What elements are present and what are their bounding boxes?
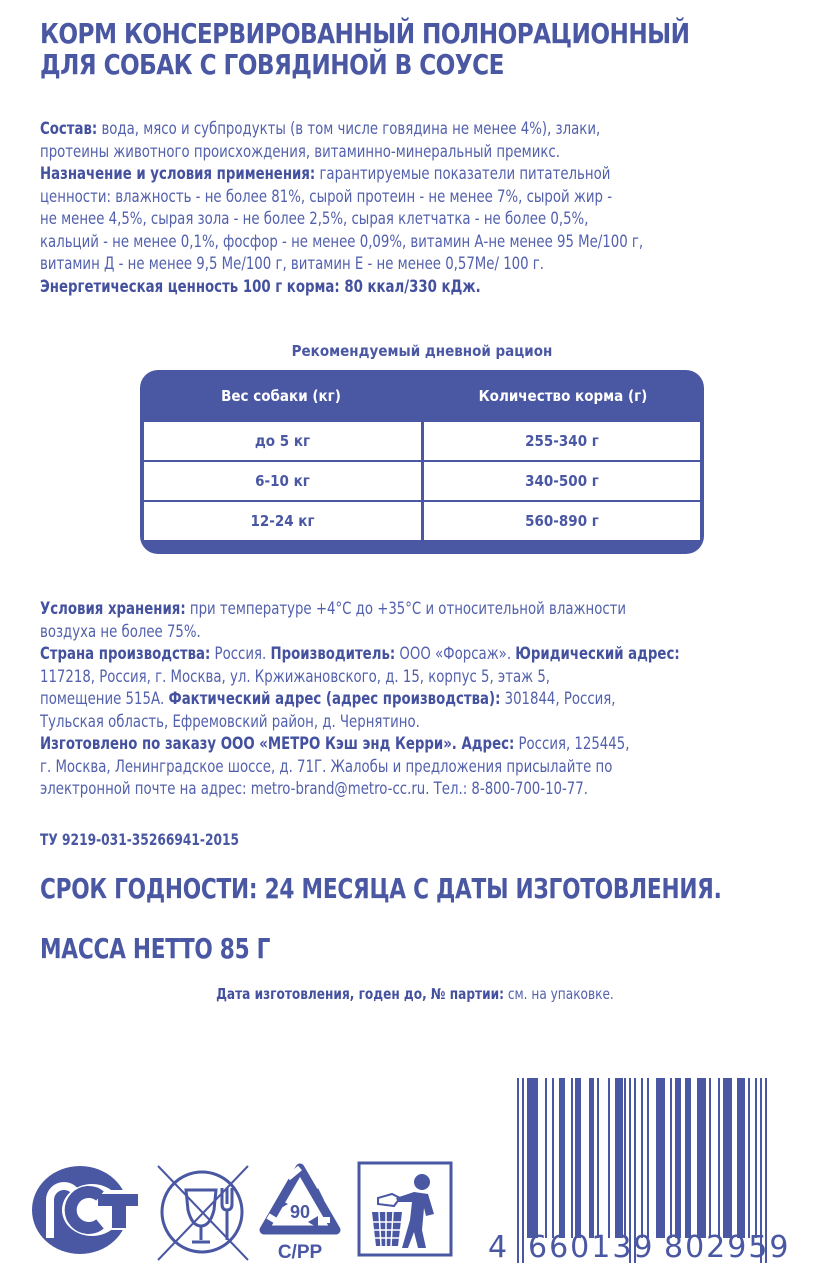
purpose-line: ценности: влажность - не более 81%, сырой протеин - не менее 7%, сырой жир -: [40, 186, 612, 207]
barcode-left-group: 660139: [528, 1230, 655, 1265]
ration-title: Рекомендуемый дневной рацион: [291, 342, 553, 360]
date-note-label: Дата изготовления, годен до, № партии:: [216, 985, 505, 1003]
weight-cell: 12-24 кг: [144, 502, 421, 540]
date-note-text: см. на упаковке.: [504, 985, 614, 1003]
purpose-line: кальций - не менее 0,1%, фосфор - не менее 0,09%, витамин А-не менее 95 Ме/100 г,: [40, 231, 644, 252]
storage-text-2: воздуха не более 75%.: [40, 621, 201, 642]
contact-info: электронной почте на адрес: metro-brand@metro-cc.ru. Тел.: 8-800-700-10-77.: [40, 779, 588, 799]
table-body: [144, 422, 700, 540]
legal-address-2: помещение 515А.: [40, 689, 169, 709]
actual-address: 301844, Россия,: [500, 689, 616, 709]
actual-address-label: Фактический адрес (адрес производства):: [168, 689, 501, 709]
barcode-right-group: 802959: [664, 1230, 791, 1265]
net-mass: МАССА НЕТТО 85 Г: [40, 932, 271, 965]
weight-cell: до 5 кг: [144, 422, 421, 460]
storage-label: Условия хранения:: [40, 599, 186, 619]
table-row: [144, 422, 700, 460]
rst-certification-icon: [30, 1160, 140, 1260]
legal-address-label: Юридический адрес:: [515, 644, 680, 664]
country-value: Россия.: [210, 644, 271, 664]
ordered-by-address-2: г. Москва, Ленинградское шоссе, д. 71Г. Жалобы и предложения присылайте по: [40, 756, 613, 777]
maker-label: Производитель:: [270, 644, 396, 664]
purpose-line: витамин Д - не менее 9,5 Ме/100 г, витамин Е - не менее 0,57Ме/ 100 г.: [40, 254, 545, 274]
table-header: [140, 370, 704, 422]
title-line-2: ДЛЯ СОБАК С ГОВЯДИНОЙ В СОУСЕ: [40, 48, 504, 81]
ration-table: [140, 370, 704, 554]
svg-text:C/PP: C/PP: [277, 1242, 323, 1263]
composition-text-2: протеины животного происхождения, витаминно-минеральный премикс.: [40, 141, 560, 162]
country-label: Страна производства:: [40, 644, 211, 664]
amount-cell: 340-500 г: [424, 462, 700, 500]
barcode-first-digit: 4: [488, 1230, 510, 1265]
purpose-label: Назначение и условия применения:: [40, 164, 316, 184]
composition-text: вода, мясо и субпродукты (в том числе говядина не менее 4%), злаки,: [97, 119, 601, 139]
table-row: [144, 502, 700, 540]
header-food-amount: Количество корма (г): [478, 387, 648, 405]
legal-address: 117218, Россия, г. Москва, ул. Кржижановского, д. 15, корпус 5, этаж 5,: [40, 666, 551, 687]
product-title: [40, 18, 748, 80]
producer-block: [40, 598, 727, 801]
tidyman-icon: [356, 1160, 456, 1260]
purpose-line: не менее 4,5%, сырая зола - не более 2,5%, сырая клетчатка - не более 0,5%,: [40, 209, 589, 229]
energy-value: Энергетическая ценность 100 г корма: 80 ккал/330 кДж.: [40, 276, 481, 297]
title-line-1: КОРМ КОНСЕРВИРОВАННЫЙ ПОЛНОРАЦИОННЫЙ: [40, 17, 690, 50]
actual-address-2: Тульская область, Ефремовский район, д. Чернятино.: [40, 711, 420, 732]
weight-cell: 6-10 кг: [144, 462, 421, 500]
not-for-food-contact-icon: [150, 1160, 255, 1265]
amount-cell: 560-890 г: [424, 502, 700, 540]
composition-block: [40, 118, 727, 298]
tech-spec-code: ТУ 9219-031-35266941-2015: [40, 830, 240, 849]
header-dog-weight: Вес собаки (кг): [221, 387, 341, 405]
svg-text:90: 90: [289, 1202, 311, 1222]
date-note: [40, 985, 790, 1003]
amount-cell: 255-340 г: [424, 422, 700, 460]
maker-value: ООО «Форсаж».: [395, 644, 516, 664]
ordered-by-label: Изготовлено по заказу ООО «МЕТРО Кэш энд Керри». Адрес:: [40, 734, 515, 754]
composition-label: Состав:: [40, 119, 98, 139]
ordered-by-address: Россия, 125445,: [514, 734, 630, 754]
shelf-life: СРОК ГОДНОСТИ: 24 МЕСЯЦА С ДАТЫ ИЗГОТОВЛЕНИЯ.: [40, 872, 722, 905]
recycling-symbol-icon: [258, 1160, 343, 1265]
storage-text: при температуре +4°С до +35°С и относительной влажности: [185, 599, 627, 619]
table-row: [144, 462, 700, 500]
purpose-text: гарантируемые показатели питательной: [315, 164, 611, 184]
